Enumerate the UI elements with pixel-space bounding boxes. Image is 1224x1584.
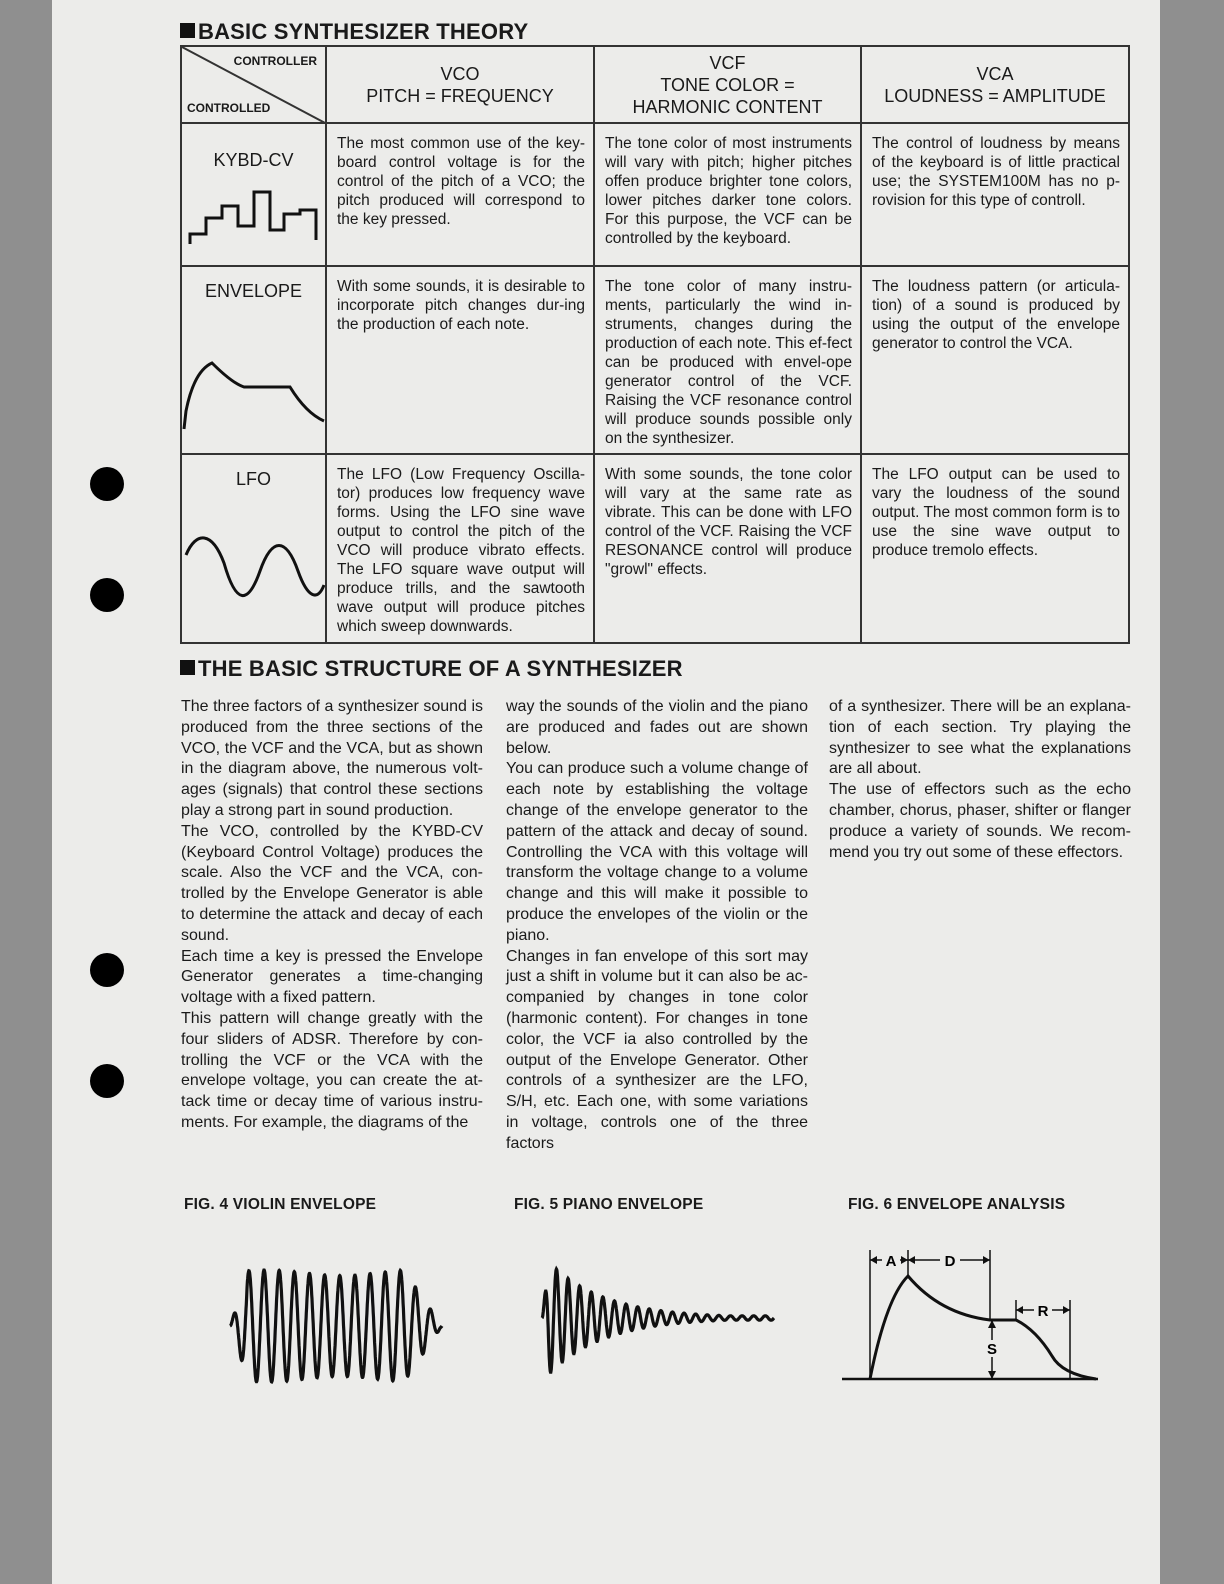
fig5-caption: FIG. 5 PIANO ENVELOPE <box>514 1196 704 1213</box>
punch-hole <box>90 1064 124 1098</box>
paragraph: of a synthesizer. There will be an explana-tion of each section. Try playing the synthesizer to see what the explanations are all about. <box>829 698 1131 778</box>
paragraph: Changes in fan envelope of this sort may just a shift in volume but it can also be ac-companied by changes in tone color (harmonic content). For changes in tone color, the VCF ia also controlled by the output of the Envelope Generator. Other controls of a synthesizer are the LFO, S/H, etc. Each one, with some variations in voltage, controls one of the three factors <box>506 947 808 1152</box>
decay-label: D <box>944 1253 956 1270</box>
row-label: LFO <box>235 469 271 489</box>
waveform-line <box>542 1269 774 1372</box>
cell-kybd-vcf: The tone color of most instruments will vary with pitch; higher pitches offen produce brighter tone colors, lower pitches darker tone colors. For this purpose, the VCF can be controlled by the keyboard. <box>594 123 861 266</box>
section-title-structure: THE BASIC STRUCTURE OF A SYNTHESIZER <box>180 656 683 682</box>
fig6-caption: FIG. 6 ENVELOPE ANALYSIS <box>848 1196 1066 1213</box>
fig4-caption: FIG. 4 VIOLIN ENVELOPE <box>184 1196 377 1213</box>
violin-envelope-waveform <box>226 1266 446 1386</box>
waveform-line <box>230 1270 442 1382</box>
row-label: ENVELOPE <box>204 281 303 301</box>
adsr-envelope-diagram <box>840 1238 1106 1388</box>
sustain-label: S <box>986 1341 998 1358</box>
piano-envelope-waveform <box>538 1258 778 1378</box>
vca-header: VCA LOUDNESS = AMPLITUDE <box>861 46 1129 123</box>
cell-kybd-vca: The control of loudness by means of the keyboard is of little practical use; the SYSTEM100M has no p-rovision for this type of controll. <box>861 123 1129 266</box>
section-title-theory: BASIC SYNTHESIZER THEORY <box>180 19 528 45</box>
attack-label: A <box>885 1253 897 1270</box>
body-column-3 <box>829 697 1131 863</box>
cell-lfo-vca: The LFO output can be used to vary the loudness of the sound output. The most common form is to use the sine wave output to produce tremolo effects. <box>861 454 1129 643</box>
row-label: KYBD-CV <box>213 150 294 170</box>
paragraph: You can produce such a volume change of each note by establishing the voltage change of the envelope generator to the pattern of the attack and decay of sound. Controlling the VCA with this voltage will transform the voltage change to a volume change and this will make it possible to produce the envelopes of the violin or the piano. <box>506 760 808 944</box>
body-column-1 <box>181 697 483 1134</box>
vco-header: VCO PITCH = FREQUENCY <box>326 46 594 123</box>
paragraph: way the sounds of the violin and the piano are produced and fades out are shown below. <box>506 698 808 757</box>
sine-wave-icon <box>184 535 326 615</box>
row-envelope <box>181 266 326 454</box>
paragraph: The three factors of a synthesizer sound is produced from the three sections of the VCO, the VCF and the VCA, but as shown in the diagram above, the numerous volt-ages (signals) that control these sections play a strong part in sound production. <box>181 698 483 819</box>
body-column-2 <box>506 697 808 1155</box>
punch-hole <box>90 467 124 501</box>
punch-hole <box>90 578 124 612</box>
paragraph: The use of effectors such as the echo chamber, chorus, phaser, shifter or flanger produce a variety of sounds. We recom-mend you try out some of these effectors. <box>829 781 1131 861</box>
paragraph: The VCO, controlled by the KYBD-CV (Keyboard Control Voltage) produces the scale. Also the VCF and the VCA, con-trolled by the Envelope Generator is able to determine the attack and decay of each sound. <box>181 822 483 944</box>
release-label: R <box>1037 1303 1049 1320</box>
row-kybd-cv <box>181 123 326 266</box>
cell-env-vco: With some sounds, it is desirable to incorporate pitch changes dur-ing the production of each note. <box>326 266 594 454</box>
step-wave-icon <box>188 186 322 248</box>
cell-lfo-vcf: With some sounds, the tone color will vary at the same rate as vibrate. This can be done with LFO control of the VCF. Raising the VCF RESONANCE control will produce "growl" effects. <box>594 454 861 643</box>
envelope-shape-icon <box>182 351 327 431</box>
paragraph: Each time a key is pressed the Envelope Generator generates a time-changing voltage with a fixed pattern. <box>181 947 483 1007</box>
paragraph: This pattern will change greatly with the four sliders of ADSR. Therefore by con-trolling the VCF or the VCA with the envelope voltage, you can create the at-tack time or decay time of various instru-ments. For example, the diagrams of the <box>181 1009 483 1131</box>
theory-table <box>180 45 1130 644</box>
cell-lfo-vco: The LFO (Low Frequency Oscilla-tor) produces low frequency wave forms. Using the LFO sine wave output to control the pitch of the VCO will produce vibrato effects. The LFO square wave output will produce trills, and the sawtooth wave output will produce pitches which sweep downwards. <box>326 454 594 643</box>
row-lfo <box>181 454 326 643</box>
cell-env-vca: The loudness pattern (or articula-tion) of a sound is produced by using the output of the envelope generator to control the VCA. <box>861 266 1129 454</box>
punch-hole <box>90 953 124 987</box>
cell-kybd-vco: The most common use of the key-board control voltage is for the control of the pitch of a VCO; the pitch produced will correspond to the key pressed. <box>326 123 594 266</box>
corner-header <box>181 46 326 123</box>
vcf-header: VCF TONE COLOR = HARMONIC CONTENT <box>594 46 861 123</box>
controlled-label: CONTROLLED <box>187 101 271 115</box>
controller-label: CONTROLLER <box>233 54 317 68</box>
cell-env-vcf: The tone color of many instru-ments, particularly the wind in-struments, changes during the production of each note. This ef-fect can be produced with envel-ope generator control of the VCF. Raising the VCF resonance control will produce sounds possible only on the synthesizer. <box>594 266 861 454</box>
